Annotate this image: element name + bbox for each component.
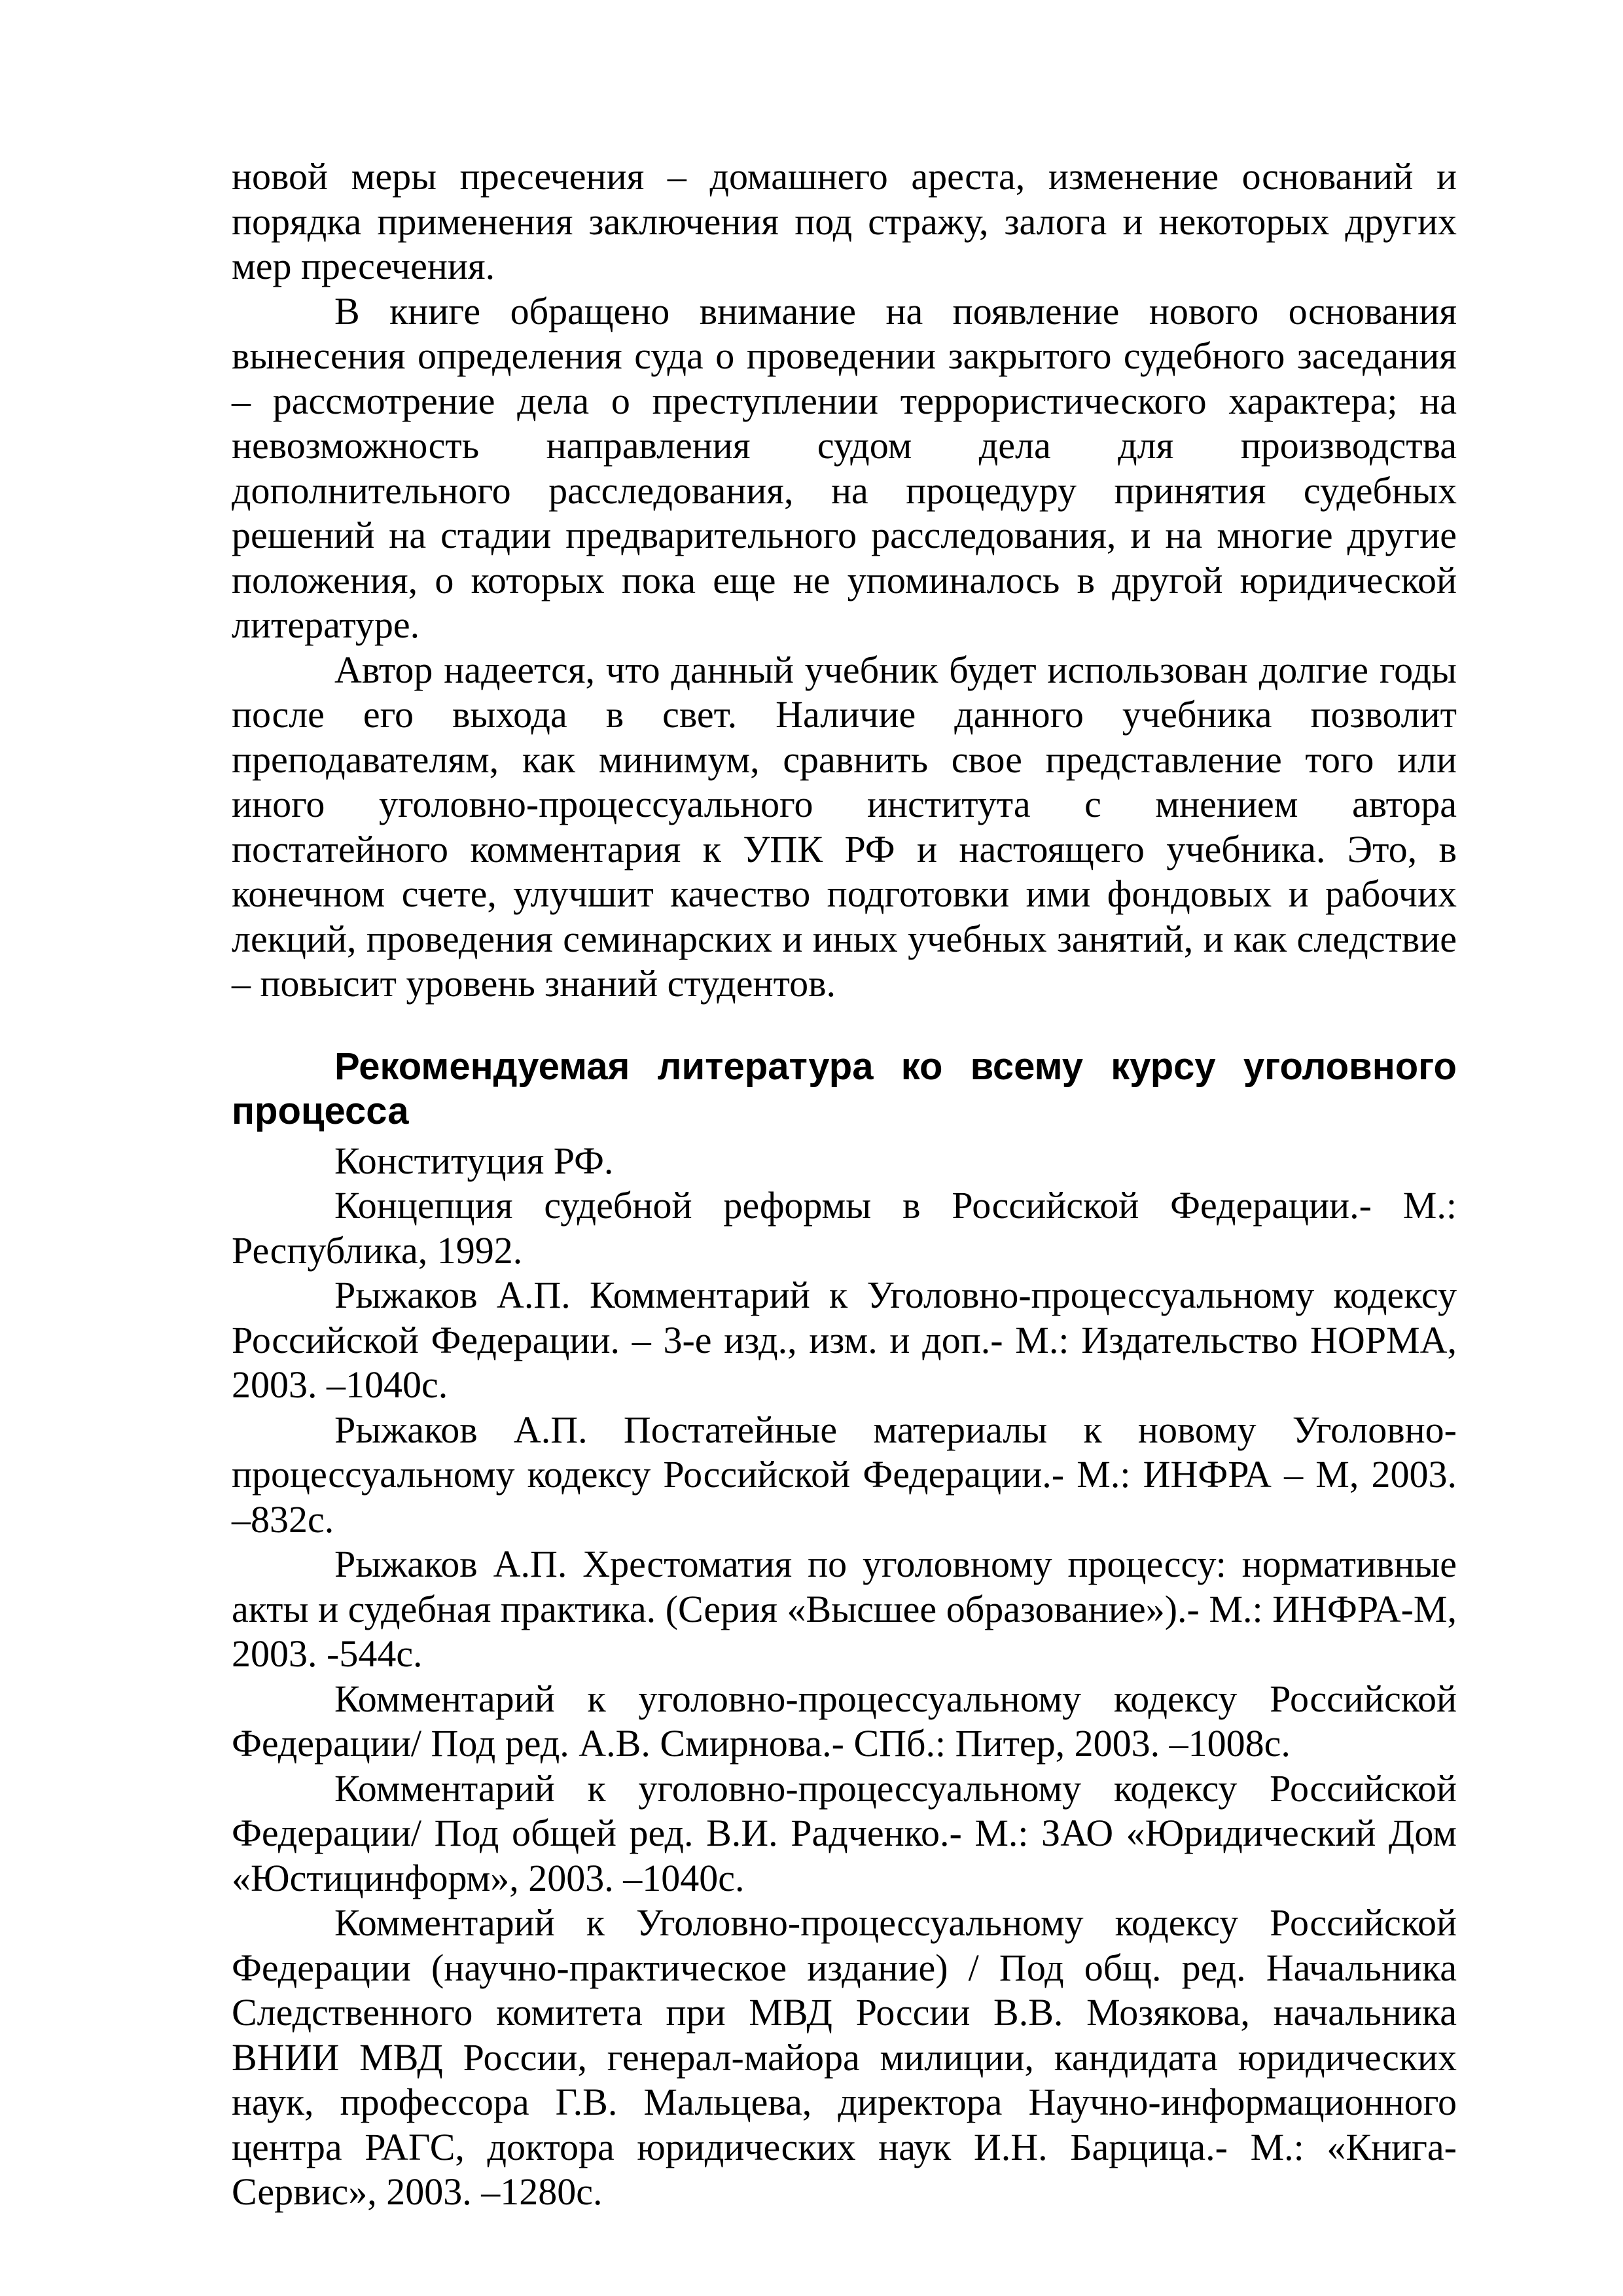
bibliography-item: Конституция РФ.: [334, 1139, 614, 1182]
bibliography-item: Концепция судебной реформы в Российской Федерации.- М.: Республика, 1992.: [232, 1184, 1457, 1272]
section-heading: Рекомендуемая литература ко всему курсу уголовного процесса: [232, 1045, 1457, 1132]
document-page: [232, 154, 1457, 2215]
bibliography-item: Комментарий к Уголовно-процессуальному кодексу Российской Федерации (научно-практическое издание) / Под общ. ред. Начальника Следственного комитета при МВД России В.В. Мозякова, начальника ВНИИ МВД России, генерал-майора милиции, кандидата юридических наук, профессора Г.В. Мальцева, директора Научно-информационного центра РАГС, доктора юридических наук И.Н. Барцица.- М.: «Книга-Сервис», 2003. –1280с.: [232, 1901, 1457, 2213]
bibliography-item: Рыжаков А.П. Хрестоматия по уголовному процессу: нормативные акты и судебная практика. (Серия «Высшее образование»).- М.: ИНФРА-М, 2003. -544с.: [232, 1543, 1457, 1675]
bibliography-item: Комментарий к уголовно-процессуальному кодексу Российской Федерации/ Под общей ред. В.И. Радченко.- М.: ЗАО «Юридический Дом «Юстицинформ», 2003. –1040с.: [232, 1767, 1457, 1899]
bibliography-item: Рыжаков А.П. Постатейные материалы к новому Уголовно-процессуальному кодексу Российской Федерации.- М.: ИНФРА – М, 2003. –832с.: [232, 1408, 1457, 1541]
paragraph: Автор надеется, что данный учебник будет использован долгие годы после его выхода в свет. Наличие данного учебника позволит преподавателям, как минимум, сравнить свое представление того или иного уголовно-процессуального института с мнением автора постатейного комментария к УПК РФ и настоящего учебника. Это, в конечном счете, улучшит качество подготовки ими фондовых и рабочих лекций, проведения семинарских и иных учебных занятий, и как следствие – повысит уровень знаний студентов.: [232, 648, 1457, 1005]
bibliography-item: Комментарий к уголовно-процессуальному кодексу Российской Федерации/ Под ред. А.В. Смирнова.- СПб.: Питер, 2003. –1008с.: [232, 1677, 1457, 1765]
paragraph-continuation: новой меры пресечения – домашнего ареста, изменение оснований и порядка применения заключения под стражу, залога и некоторых других мер пресечения.: [232, 155, 1457, 287]
bibliography-item: Рыжаков А.П. Комментарий к Уголовно-процессуальному кодексу Российской Федерации. – 3-е изд., изм. и доп.- М.: Издательство НОРМА, 2003. –1040с.: [232, 1274, 1457, 1406]
paragraph: В книге обращено внимание на появление нового основания вынесения определения суда о проведении закрытого судебного заседания – рассмотрение дела о преступлении террористического характера; на невозможность направления судом дела для производства дополнительного расследования, на процедуру принятия судебных решений на стадии предварительного расследования, и на многие другие положения, о которых пока еще не упоминалось в другой юридической литературе.: [232, 289, 1457, 646]
